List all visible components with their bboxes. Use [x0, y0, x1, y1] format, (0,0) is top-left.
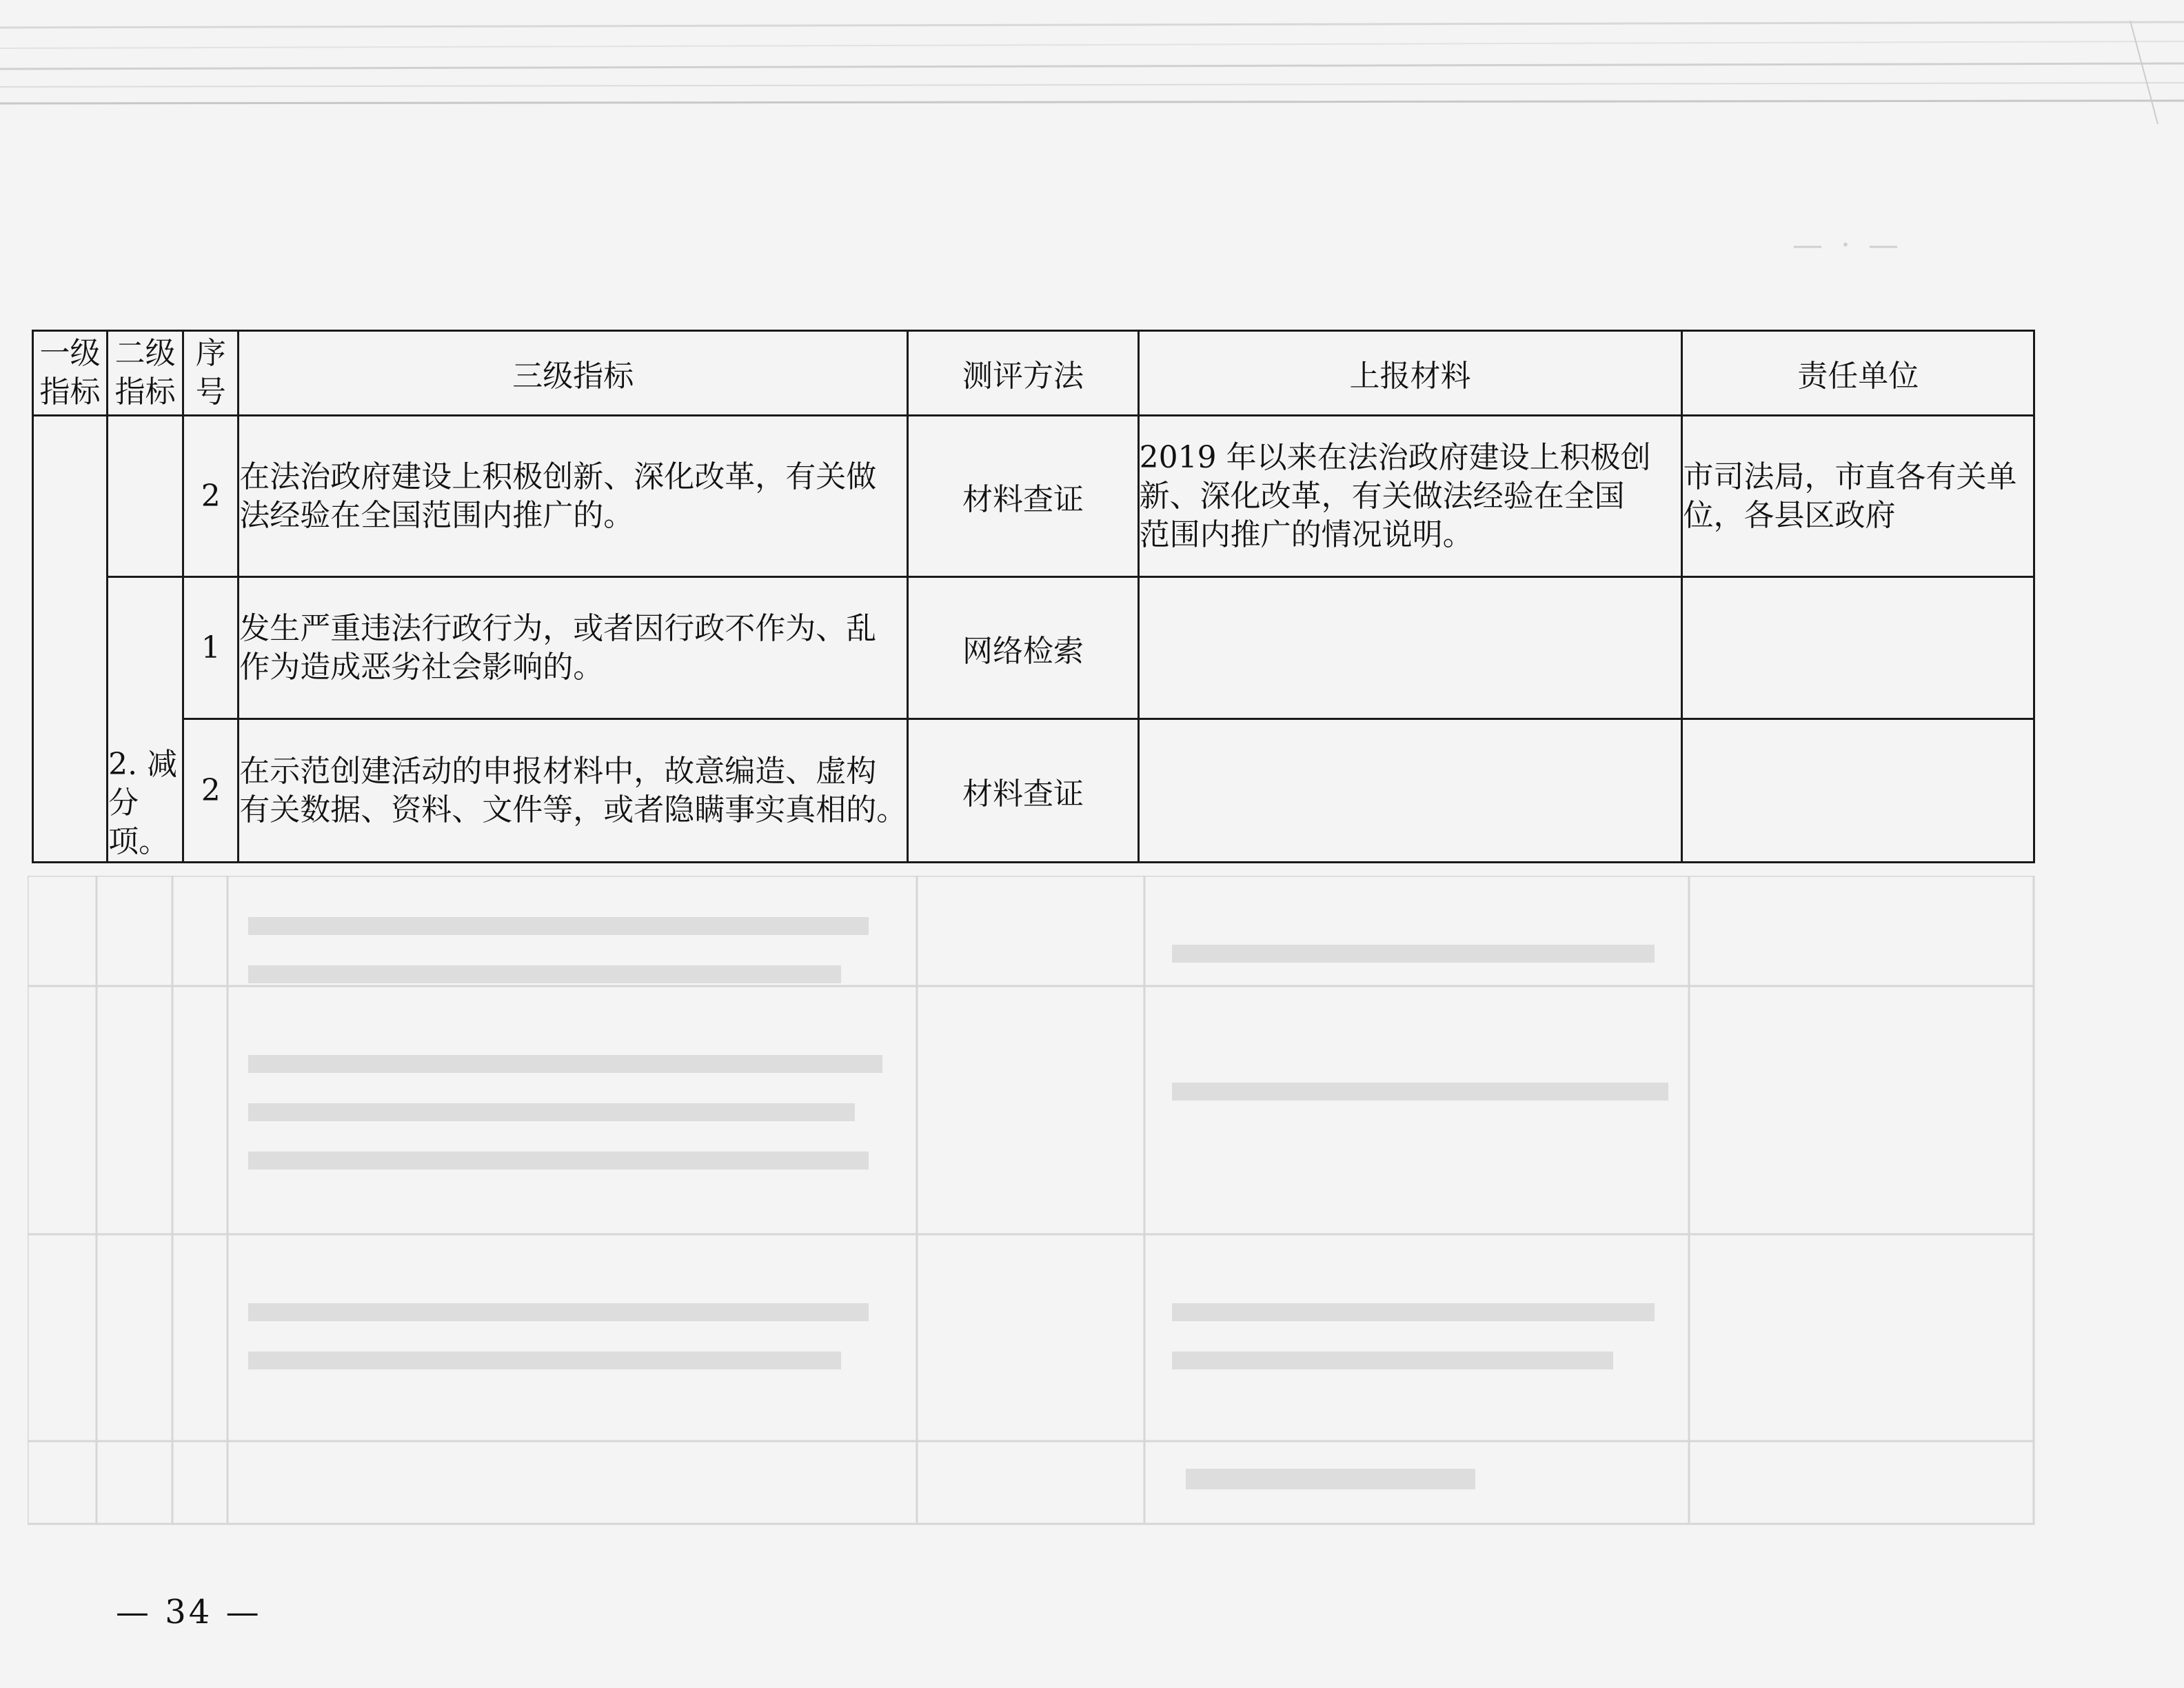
header-level2-line1: 二级 — [114, 336, 176, 371]
level3-line: 法经验在全国范围内推广的。 — [239, 497, 634, 533]
paper-edge-lines — [0, 21, 2184, 124]
header-materials: 上报材料 — [1138, 331, 1682, 416]
header-level3: 三级指标 — [239, 331, 908, 416]
level3-line: 在示范创建活动的申报材料中，故意编造、虚构 — [239, 753, 877, 789]
responsible-cell — [1682, 416, 2034, 577]
header-method: 测评方法 — [908, 331, 1138, 416]
level3-line: 有关数据、资料、文件等，或者隐瞒事实真相的。 — [239, 792, 907, 827]
materials-line: 范围内推广的情况说明。 — [1139, 516, 1473, 552]
responsible-line: 位，各县区政府 — [1683, 497, 1896, 533]
table-row — [33, 416, 2034, 577]
materials-line: 2019 年以来在法治政府建设上积极创 — [1139, 439, 1651, 475]
responsible-cell — [1682, 577, 2034, 719]
method-cell: 网络检索 — [908, 577, 1138, 719]
level2-label-line: 项。 — [108, 824, 170, 859]
level3-cell — [239, 577, 908, 719]
page-number: — 34 — — [116, 1593, 262, 1631]
header-level1-line1: 一级 — [39, 336, 101, 371]
header-seq — [183, 331, 239, 416]
faint-header-mark: — · — — [1792, 228, 1903, 263]
materials-cell — [1138, 416, 1682, 577]
level3-line: 发生严重违法行政行为，或者因行政不作为、乱 — [239, 610, 877, 646]
level3-line: 在法治政府建设上积极创新、深化改革，有关做 — [239, 459, 877, 494]
seq-cell: 1 — [183, 577, 239, 719]
materials-cell — [1138, 577, 1682, 719]
level2-label-line: 2. 减 — [108, 747, 178, 782]
header-level1-line2: 指标 — [39, 374, 101, 410]
table-row — [33, 577, 2034, 719]
table-row — [33, 719, 2034, 863]
materials-line: 新、深化改革，有关做法经验在全国 — [1139, 478, 1625, 514]
table-header-row — [33, 331, 2034, 416]
header-level2-line2: 指标 — [114, 374, 176, 410]
header-seq-line1: 序 — [195, 336, 226, 371]
seq-cell: 2 — [183, 416, 239, 577]
seq-cell: 2 — [183, 719, 239, 863]
method-cell: 材料查证 — [908, 719, 1138, 863]
level2-label-line: 分 — [108, 785, 139, 821]
header-level1 — [33, 331, 108, 416]
header-seq-line2: 号 — [195, 374, 226, 410]
responsible-cell — [1682, 719, 2034, 863]
level2-cell-deduction — [108, 577, 183, 863]
responsible-line: 市司法局，市直各有关单 — [1683, 459, 2017, 494]
header-level2 — [108, 331, 183, 416]
level3-cell — [239, 719, 908, 863]
level3-line: 作为造成恶劣社会影响的。 — [239, 649, 604, 685]
bleed-through-grid — [28, 876, 2041, 1538]
header-responsible: 责任单位 — [1682, 331, 2034, 416]
level3-cell — [239, 416, 908, 577]
indicator-table — [32, 330, 2035, 863]
level2-cell-upper — [108, 416, 183, 577]
level1-cell — [33, 416, 108, 863]
method-cell: 材料查证 — [908, 416, 1138, 577]
materials-cell — [1138, 719, 1682, 863]
